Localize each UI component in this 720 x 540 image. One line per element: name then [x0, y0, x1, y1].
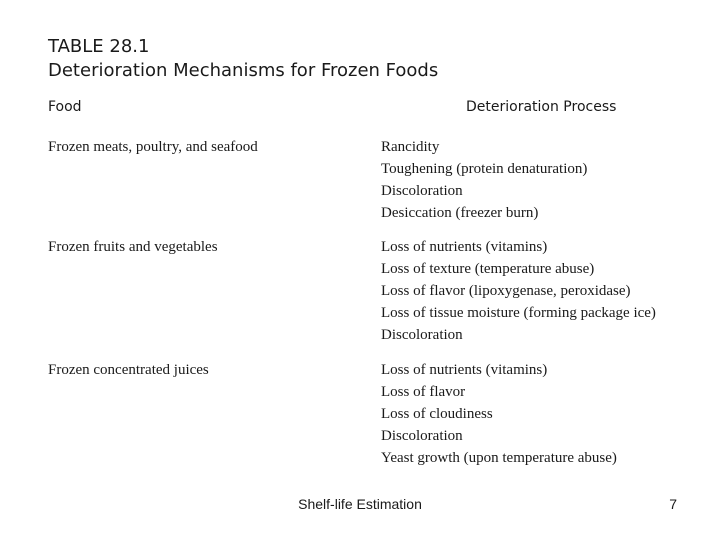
food-cell: Frozen concentrated juices [48, 362, 209, 378]
process-item: Loss of tissue moisture (forming package ice) [381, 305, 656, 321]
table-title: Deterioration Mechanisms for Frozen Foods [48, 60, 439, 81]
process-item: Discoloration [381, 327, 463, 343]
food-cell: Frozen fruits and vegetables [48, 239, 218, 255]
process-list [381, 236, 656, 346]
process-list [381, 136, 587, 224]
column-header-process: Deterioration Process [466, 99, 617, 115]
process-item: Loss of flavor (lipoxygenase, peroxidase) [381, 283, 631, 299]
process-item: Loss of cloudiness [381, 406, 493, 422]
table-label: TABLE 28.1 [48, 36, 150, 57]
process-item: Loss of nutrients (vitamins) [381, 239, 548, 255]
process-item: Yeast growth (upon temperature abuse) [381, 450, 617, 466]
process-item: Discoloration [381, 183, 463, 199]
page-number: 7 [669, 496, 677, 512]
process-item: Loss of flavor [381, 384, 466, 400]
process-item: Toughening (protein denaturation) [381, 161, 588, 177]
slide-footer-title: Shelf-life Estimation [298, 496, 422, 512]
food-cell: Frozen meats, poultry, and seafood [48, 139, 258, 155]
process-item: Loss of texture (temperature abuse) [381, 261, 595, 277]
process-item: Desiccation (freezer burn) [381, 205, 539, 221]
process-item: Discoloration [381, 428, 463, 444]
process-item: Loss of nutrients (vitamins) [381, 362, 548, 378]
process-item: Rancidity [381, 139, 440, 155]
process-list [381, 359, 617, 469]
column-header-food: Food [48, 99, 82, 115]
